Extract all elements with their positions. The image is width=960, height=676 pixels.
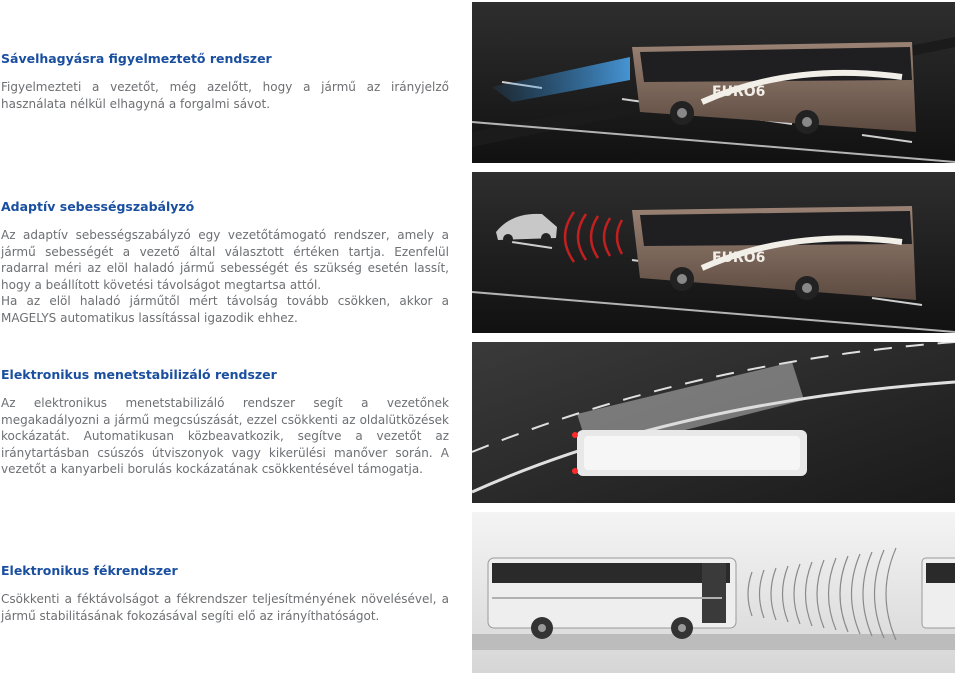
section-paragraph: Csökkenti a féktávolságot a fékrendszer teljesítményének növelésével, a jármű stabilitásának fokozásával segíti elő az irányíthatóságot. [1,592,449,623]
section-paragraph: Az elektronikus menetstabilizáló rendszer segít a vezetőnek megakadályozni a jármű megcsúszását, ezzel csökkenti az oldalütközések kockázatát. Automatikusan közbeavatkozik, segítve a vezetőt az iránytartásban csúszós útviszonyok vagy kikerülési manőver során. A vezetőt a kanyarbeli borulás kockázatának csökkentésével támogatja. [1,396,449,476]
image-electronic-brake [472,512,955,673]
section-heading: Elektronikus fékrendszer [1,563,178,578]
image-stability-control [472,342,955,503]
section-paragraph: Az adaptív sebességszabályzó egy vezetőtámogató rendszer, amely a jármű sebességét a vezető által választott értéken tartja. Ezenfelül radarral méri az elöl haladó jármű sebességét és szükség esetén lassít, hogy a beállított követési távolságot megtartsa attól. [1,228,449,292]
image-adaptive-cruise [472,172,955,333]
section-electronic-brake [1,563,449,624]
section-adaptive-cruise [1,199,449,326]
section-paragraph: Figyelmezteti a vezetőt, még azelőtt, hogy a jármű az irányjelző használata nélkül elhagyná a forgalmi sávot. [1,80,449,111]
bus-logo-text: EURO6 [712,84,766,100]
bus-logo-text: EURO6 [712,250,766,266]
section-heading: Elektronikus menetstabilizáló rendszer [1,367,277,382]
section-heading: Sávelhagyásra figyelmeztető rendszer [1,51,272,66]
section-paragraph: Ha az elöl haladó járműtől mért távolság tovább csökken, akkor a MAGELYS automatikus lassítással igazodik ehhez. [1,294,449,325]
section-heading: Adaptív sebességszabályzó [1,199,195,214]
section-lane-departure [1,51,449,112]
image-lane-departure [472,2,955,163]
section-stability-control [1,367,449,478]
